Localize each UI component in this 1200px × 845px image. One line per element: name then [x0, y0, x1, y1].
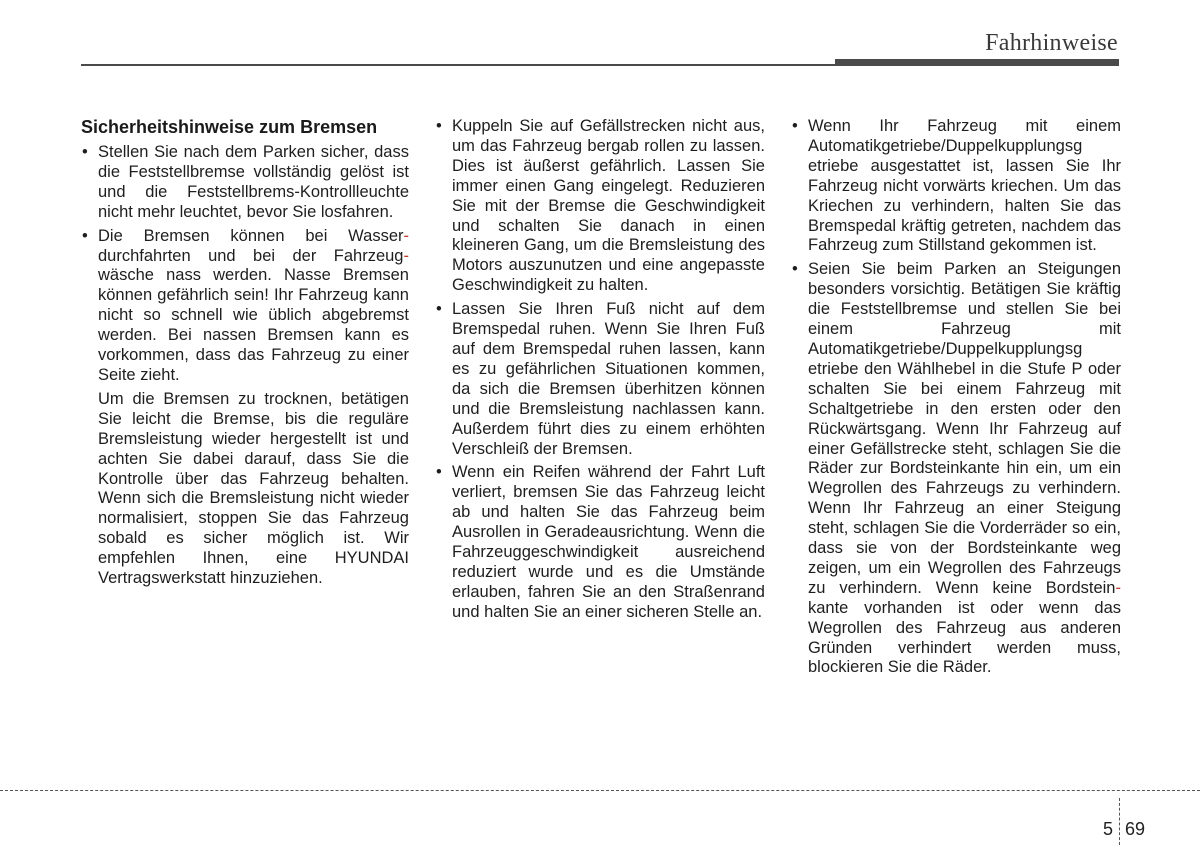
list-item-text: Wenn Ihr Fahrzeug mit einem Automatikgetriebe/Duppelkupplungsg etriebe ausgestattet ist, lassen Sie Ihr Fahrzeug nicht vorwärts kriechen. Um das Kriechen zu verhindern, halten Sie das Bremspedal kräftig getreten, nachdem das Fahrzeug zum Stillstand gekommen ist. — [808, 117, 1121, 255]
list-item — [81, 143, 409, 223]
column-right — [791, 117, 1121, 682]
list-item-text: wäsche nass werden. Nasse Bremsen können gefährlich sein! Ihr Fahrzeug kann nicht so schnell wie üblich abgebremst werden. Bei nassen Bremsen kann es vorkommen, dass das Fahrzeug zu einer Seite zieht. — [98, 266, 409, 384]
page-divider — [1119, 798, 1120, 845]
list-item — [435, 117, 765, 296]
list-item-text: Kuppeln Sie auf Gefällstrecken nicht aus, um das Fahrzeug bergab rollen zu lassen. Dies ist äußerst gefährlich. Lassen Sie immer einen Gang eingelegt. Reduzieren Sie mit der Bremse die Geschwindigkeit und schalten Sie danach in einen kleineren Gang, um die Bremsleistung des Motors auszunutzen und eine angepasste Geschwindigkeit zu halten. — [452, 117, 765, 295]
bullet-icon: • — [82, 226, 88, 245]
column-middle — [435, 117, 765, 627]
bullet-list — [435, 117, 765, 623]
bullet-icon: • — [792, 117, 798, 135]
list-item-text: Stellen Sie nach dem Parken sicher, dass die Feststellbremse vollständig gelöst ist und die Feststellbrems-Kontrollleuchte nicht mehr leuchtet, bevor Sie losfahren. — [98, 143, 409, 221]
list-item — [435, 300, 765, 459]
hyphen-mark: - — [1115, 578, 1121, 597]
list-item — [81, 227, 409, 386]
header-rule-thick — [835, 59, 1119, 66]
bullet-list — [81, 143, 409, 386]
list-item-text: Lassen Sie Ihren Fuß nicht auf dem Bremspedal ruhen. Wenn Sie Ihren Fuß auf dem Bremspedal ruhen lassen, kann es zu gefährlichen Situationen kommen, da sich die Bremsen überhitzen können und die Bremsleistung nachlassen kann. Außerdem führt dies zu einem erhöhten Verschleiß der Bremsen. — [452, 300, 765, 458]
hyphen-mark: - — [403, 226, 409, 245]
list-item-text: Die Bremsen können bei Wasser — [98, 226, 404, 245]
bullet-list — [791, 117, 1121, 678]
header-rule-thin — [81, 64, 835, 66]
chapter-number: 5 — [1103, 819, 1114, 839]
bullet-icon: • — [792, 260, 798, 279]
list-item-text: durchfahrten und bei der Fahrzeug — [98, 246, 404, 265]
list-item — [791, 260, 1121, 678]
column-left — [81, 117, 409, 589]
list-item-text: kante vorhanden ist oder wenn das Wegrollen des Fahrzeug aus anderen Gründen verhindert werden muss, blockieren Sie die Räder. — [808, 598, 1121, 677]
bullet-icon: • — [436, 463, 442, 482]
section-heading: Sicherheitshinweise zum Bremsen — [81, 117, 378, 137]
list-item-text: Wenn ein Reifen während der Fahrt Luft verliert, bremsen Sie das Fahrzeug leicht ab und halten Sie das Fahrzeug beim Ausrollen in Geradeausrichtung. Wenn die Fahrzeuggeschwindigkeit ausreichend reduziert wurde und es die Umstände erlauben, fahren Sie an den Straßenrand und halten Sie an einer sicheren Stelle an. — [452, 463, 765, 621]
bullet-icon: • — [82, 143, 88, 161]
bullet-icon: • — [436, 300, 442, 319]
bullet-icon: • — [436, 117, 442, 135]
list-item — [791, 117, 1121, 256]
list-item-text: Seien Sie beim Parken an Steigungen besonders vorsichtig. Betätigen Sie kräftig die Feststellbremse und stellen Sie bei einem Fahrzeug mit Automatikgetriebe/Duppelkupplungsg etriebe den Wählhebel in die Stufe P oder schalten Sie bei einem Fahrzeug mit Schaltgetriebe in den ersten oder den Rückwärtsgang. Wenn Ihr Fahrzeug auf einer Gefällstrecke steht, schlagen Sie die Räder zur Bordsteinkante hin ein, um ein Wegrollen des Fahrzeugs zu verhindern. Wenn Ihr Fahrzeug an einer Steigung steht, schlagen Sie die Vorderräder so ein, dass sie von der Bordsteinkante weg zeigen, um ein Wegrollen des Fahrzeugs zu verhindern. Wenn keine Bordstein — [808, 260, 1121, 597]
page-number: 69 — [1125, 819, 1146, 839]
paragraph: Um die Bremsen zu trocknen, betätigen Sie leicht die Bremse, bis die reguläre Bremsleistung wieder hergestellt ist und achten Sie dabei darauf, dass Sie die Kontrolle über das Fahrzeug behalten. Wenn sich die Bremsleistung nicht wieder normalisiert, stoppen Sie das Fahrzeug sobald es sicher möglich ist. Wir empfehlen Ihnen, eine HYUNDAI Vertragswerkstatt hinzuziehen. — [98, 389, 409, 588]
page-header-title: Fahrhinweise — [985, 30, 1118, 56]
list-item — [435, 463, 765, 622]
hyphen-mark: - — [403, 246, 409, 265]
footer-dashed-rule — [0, 790, 1200, 791]
